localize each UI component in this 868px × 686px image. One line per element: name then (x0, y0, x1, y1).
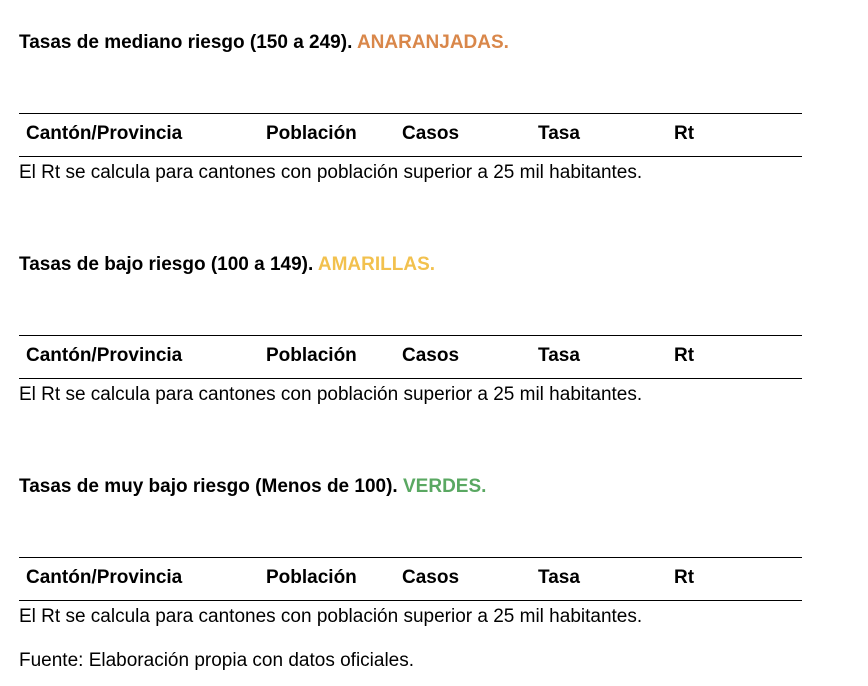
section-heading (19, 32, 803, 54)
section-title: Tasas de muy bajo riesgo (Menos de 100). (19, 476, 398, 497)
column-header-rt: Rt (674, 123, 695, 144)
section-title: Tasas de bajo riesgo (100 a 149). (19, 254, 314, 275)
section-color-tag: VERDES. (403, 476, 487, 497)
column-header-tasa: Tasa (538, 567, 580, 588)
column-header-rt: Rt (674, 567, 695, 588)
table-note: El Rt se calcula para cantones con población superior a 25 mil habitantes. (19, 162, 643, 183)
section-title: Tasas de mediano riesgo (150 a 249). (19, 32, 353, 53)
column-header-tasa: Tasa (538, 123, 580, 144)
risk-section-low (19, 254, 803, 405)
data-table-header (19, 335, 802, 379)
data-table-header (19, 113, 802, 157)
column-header-casos: Casos (402, 567, 460, 588)
section-color-tag: AMARILLAS. (317, 254, 436, 275)
column-header-poblacion: Población (266, 345, 357, 366)
column-header-poblacion: Población (266, 567, 357, 588)
column-header-casos: Casos (402, 123, 460, 144)
column-header-canton: Cantón/Provincia (26, 345, 183, 366)
risk-section-very-low (19, 476, 803, 627)
data-table-header (19, 557, 802, 601)
section-heading (19, 476, 803, 498)
column-header-poblacion: Población (266, 123, 357, 144)
column-header-canton: Cantón/Provincia (26, 567, 183, 588)
table-note: El Rt se calcula para cantones con población superior a 25 mil habitantes. (19, 606, 643, 627)
column-header-rt: Rt (674, 345, 695, 366)
column-header-casos: Casos (402, 345, 460, 366)
section-color-tag: ANARANJADAS. (356, 32, 509, 53)
source-note: Fuente: Elaboración propia con datos oficiales. (19, 650, 415, 671)
column-header-canton: Cantón/Provincia (26, 123, 183, 144)
column-header-tasa: Tasa (538, 345, 580, 366)
risk-section-medium (19, 32, 803, 183)
section-heading (19, 254, 803, 276)
table-note: El Rt se calcula para cantones con población superior a 25 mil habitantes. (19, 384, 643, 405)
